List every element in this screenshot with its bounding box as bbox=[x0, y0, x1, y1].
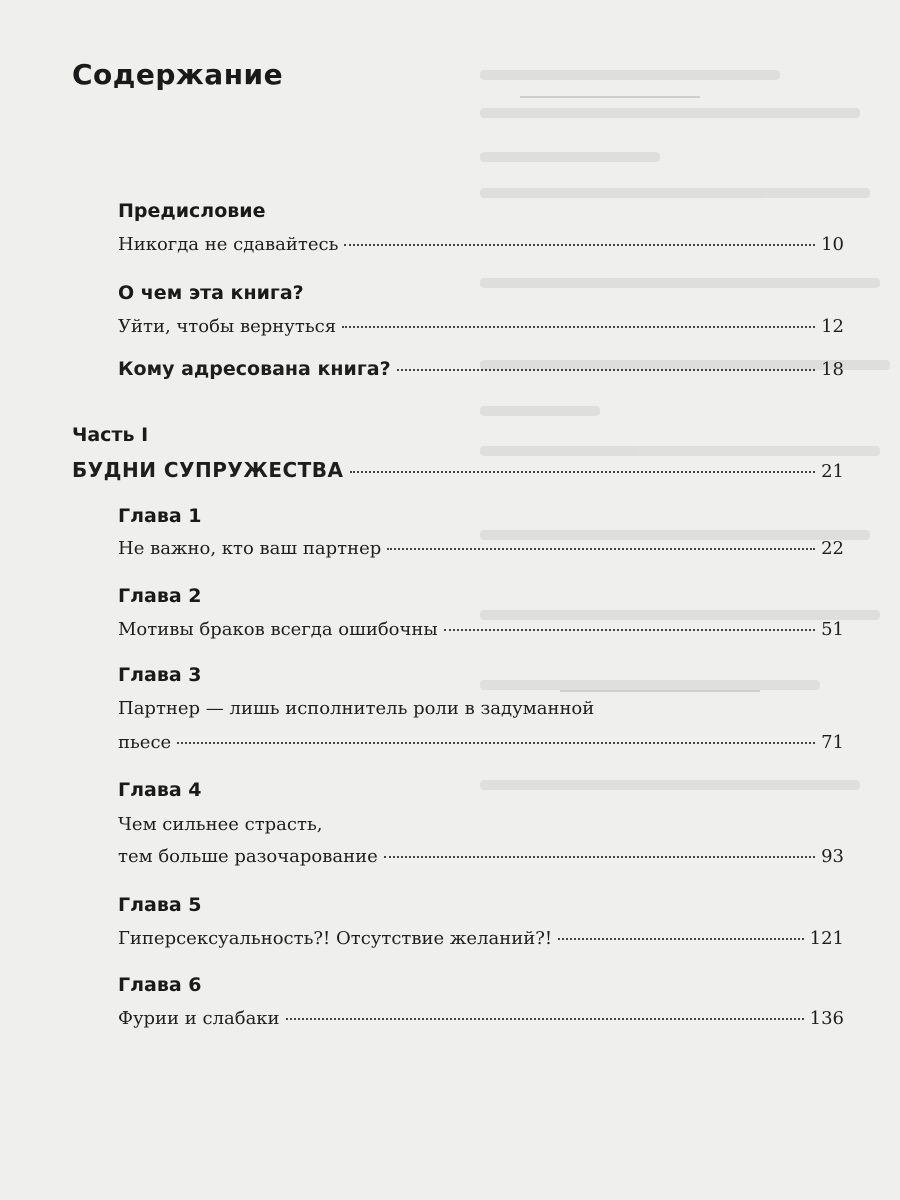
about-heading: О чем эта книга? bbox=[118, 282, 304, 304]
page-number: 51 bbox=[821, 619, 844, 640]
page-number: 121 bbox=[809, 928, 844, 949]
entry-title: Фурии и слабаки bbox=[118, 1008, 280, 1029]
page-number: 21 bbox=[821, 461, 844, 482]
toc-entry-chapter-6[interactable] bbox=[118, 1008, 844, 1029]
entry-title: Не важно, кто ваш партнер bbox=[118, 538, 382, 559]
dot-leader bbox=[444, 629, 815, 631]
entry-title: Кому адресована книга? bbox=[118, 358, 391, 380]
toc-entry-part1[interactable] bbox=[72, 458, 844, 482]
toc-entry-audience[interactable] bbox=[118, 358, 844, 380]
toc-entry-about[interactable] bbox=[118, 316, 844, 337]
toc-entry-chapter-4[interactable] bbox=[118, 846, 844, 867]
entry-title-line-1: Чем сильнее страсть, bbox=[118, 814, 323, 835]
dot-leader bbox=[397, 369, 815, 371]
dot-leader bbox=[558, 938, 804, 940]
dot-leader bbox=[350, 471, 816, 473]
dot-leader bbox=[177, 742, 815, 744]
chapter-2-heading: Глава 2 bbox=[118, 585, 202, 607]
dot-leader bbox=[344, 244, 815, 246]
entry-title: Мотивы браков всегда ошибочны bbox=[118, 619, 438, 640]
entry-title: Гиперсексуальность?! Отсутствие желаний?! bbox=[118, 928, 553, 949]
chapter-6-heading: Глава 6 bbox=[118, 974, 202, 996]
entry-title-line-2: тем больше разочарование bbox=[118, 846, 378, 867]
dot-leader bbox=[384, 856, 815, 858]
toc-entry-chapter-1[interactable] bbox=[118, 538, 844, 559]
page-number: 22 bbox=[821, 538, 844, 559]
page-title: Содержание bbox=[72, 58, 284, 91]
chapter-5-heading: Глава 5 bbox=[118, 894, 202, 916]
toc-entry-chapter-2[interactable] bbox=[118, 619, 844, 640]
preface-heading: Предисловие bbox=[118, 200, 266, 222]
page-number: 93 bbox=[821, 846, 844, 867]
bleed-rule bbox=[520, 96, 700, 98]
entry-title: Никогда не сдавайтесь bbox=[118, 234, 339, 255]
bleed-rule bbox=[560, 690, 760, 692]
page-number: 10 bbox=[821, 234, 844, 255]
dot-leader bbox=[342, 326, 815, 328]
dot-leader bbox=[286, 1018, 804, 1020]
entry-title: Уйти, чтобы вернуться bbox=[118, 316, 337, 337]
chapter-1-heading: Глава 1 bbox=[118, 505, 202, 527]
page-number: 136 bbox=[809, 1008, 844, 1029]
page-number: 71 bbox=[821, 732, 844, 753]
part-title: БУДНИ СУПРУЖЕСТВА bbox=[72, 458, 344, 482]
part-label: Часть I bbox=[72, 424, 149, 446]
chapter-3-heading: Глава 3 bbox=[118, 664, 202, 686]
dot-leader bbox=[387, 548, 815, 550]
chapter-4-heading: Глава 4 bbox=[118, 779, 202, 801]
toc-entry-chapter-5[interactable] bbox=[118, 928, 844, 949]
toc-entry-preface[interactable] bbox=[118, 234, 844, 255]
page-number: 12 bbox=[821, 316, 844, 337]
entry-title-line-1: Партнер — лишь исполнитель роли в задуманной bbox=[118, 698, 595, 719]
page-number: 18 bbox=[821, 359, 844, 380]
entry-title-line-2: пьесе bbox=[118, 732, 172, 753]
toc-entry-chapter-3[interactable] bbox=[118, 732, 844, 753]
